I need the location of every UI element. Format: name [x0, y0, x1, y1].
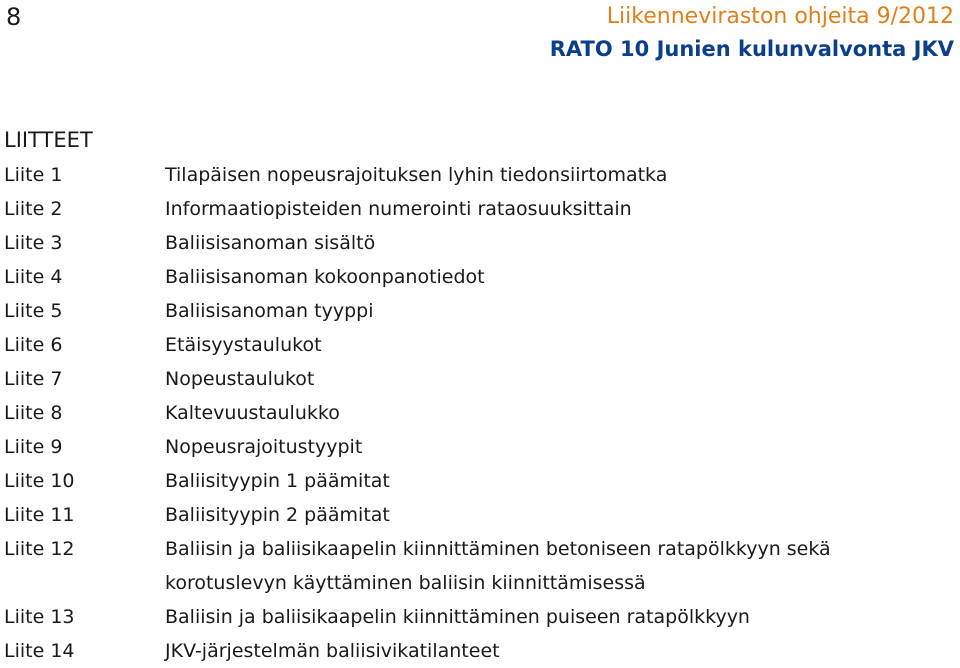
appendix-title: Tilapäisen nopeusrajoituksen lyhin tiedonsiirtomatka — [165, 164, 668, 186]
appendix-label: Liite 14 — [4, 640, 75, 662]
appendix-title: Etäisyystaulukot — [165, 334, 322, 356]
appendix-item — [4, 158, 956, 192]
appendix-label: Liite 13 — [4, 606, 75, 628]
page-number: 8 — [6, 3, 22, 31]
appendix-title: Nopeusrajoitustyypit — [165, 436, 363, 458]
appendix-title: Informaatiopisteiden numerointi rataosuuksittain — [165, 198, 632, 220]
appendix-label: Liite 8 — [4, 402, 63, 424]
publication-title: Liikenneviraston ohjeita 9/2012 — [606, 4, 954, 29]
appendix-item — [4, 396, 956, 430]
appendix-title: Kaltevuustaulukko — [165, 402, 340, 424]
appendix-title: Nopeustaulukot — [165, 368, 315, 390]
appendix-item — [4, 600, 956, 634]
appendix-item — [4, 464, 956, 498]
appendix-label: Liite 4 — [4, 266, 63, 288]
appendix-title: Baliisisanoman sisältö — [165, 232, 376, 254]
document-title: RATO 10 Junien kulunvalvonta JKV — [549, 37, 954, 61]
section-heading: LIITTEET — [4, 128, 93, 152]
appendix-label: Liite 12 — [4, 538, 75, 560]
page-header — [550, 4, 954, 62]
appendix-label: Liite 11 — [4, 504, 75, 526]
appendix-item — [4, 294, 956, 328]
appendix-label: Liite 1 — [4, 164, 63, 186]
appendix-label: Liite 6 — [4, 334, 63, 356]
appendix-label: Liite 3 — [4, 232, 63, 254]
appendix-title: Baliisin ja baliisikaapelin kiinnittäminen betoniseen ratapölkkyyn sekä korotuslevyn käyttäminen baliisin kiinnittämisessä — [165, 538, 831, 594]
appendix-item — [4, 328, 956, 362]
appendix-title: Baliisisanoman kokoonpanotiedot — [165, 266, 485, 288]
appendix-item — [4, 226, 956, 260]
appendix-item — [4, 192, 956, 226]
appendix-item — [4, 634, 956, 668]
appendix-label: Liite 5 — [4, 300, 63, 322]
appendix-item — [4, 498, 956, 532]
appendix-item — [4, 430, 956, 464]
appendix-label: Liite 2 — [4, 198, 63, 220]
appendix-title: JKV-järjestelmän baliisivikatilanteet — [165, 640, 500, 662]
appendix-title: Baliisityypin 2 päämitat — [165, 504, 390, 526]
appendix-title: Baliisin ja baliisikaapelin kiinnittäminen puiseen ratapölkkyyn — [165, 606, 750, 628]
appendix-item — [4, 260, 956, 294]
appendix-item — [4, 532, 956, 600]
appendix-title: Baliisityypin 1 päämitat — [165, 470, 390, 492]
appendix-title: Baliisisanoman tyyppi — [165, 300, 374, 322]
appendix-label: Liite 9 — [4, 436, 63, 458]
appendix-label: Liite 7 — [4, 368, 63, 390]
appendix-item — [4, 362, 956, 396]
appendix-list — [4, 158, 956, 668]
appendix-label: Liite 10 — [4, 470, 75, 492]
